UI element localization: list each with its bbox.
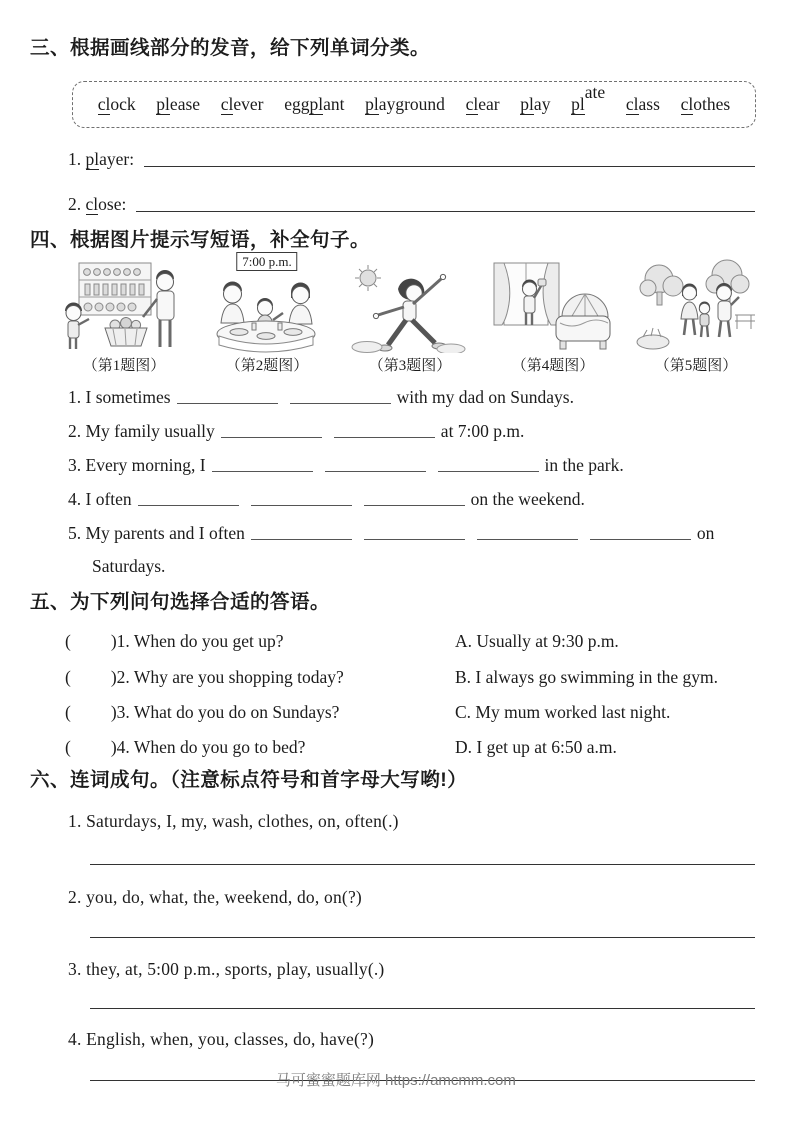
answer-blank — [477, 524, 578, 540]
sentence-3: 3. Every morning, I in the park. — [68, 455, 624, 475]
picture-3-exercise — [344, 250, 476, 376]
question-4: ( ) 4. When do you go to bed? — [65, 737, 306, 757]
word-play: play — [520, 93, 551, 114]
word-clever: clever — [220, 93, 264, 114]
answer-line — [90, 864, 755, 865]
picture-4-cleaning — [487, 250, 619, 376]
paren-open: ( — [65, 702, 71, 722]
word-eggplant: eggplant — [284, 93, 345, 114]
picture-1-shopping — [58, 250, 190, 376]
word-class: class — [625, 93, 660, 114]
paren-close: ) — [110, 631, 117, 651]
picture-2-dinner — [201, 250, 333, 376]
picture-1-caption: （第1题图） — [82, 358, 166, 374]
answer-line — [136, 211, 755, 212]
scramble-item-3: 3. they, at, 5:00 p.m., sports, play, usually(.) — [68, 959, 385, 979]
scramble-item-4: 4. English, when, you, classes, do, have(?) — [68, 1029, 375, 1049]
word-clothes: clothes — [680, 93, 731, 114]
classify-label-close: 2. close: — [68, 194, 127, 214]
word-please: please — [156, 93, 201, 114]
answer-blank — [334, 422, 435, 438]
morning-exercise-illustration — [351, 263, 469, 353]
classify-row-close — [68, 193, 755, 215]
match-row-4 — [65, 736, 765, 758]
cleaning-room-illustration — [492, 261, 614, 353]
answer-blank — [364, 524, 465, 540]
picture-5-park-walk — [630, 250, 762, 376]
dinner-time-tag: 7:00 p.m. — [236, 252, 297, 271]
picture-5-caption: （第5题图） — [654, 358, 738, 374]
answer-blank — [138, 490, 239, 506]
word-clock: clock — [97, 93, 136, 114]
word-playground: playground — [365, 93, 445, 114]
match-row-2 — [65, 666, 765, 688]
answer-blank — [212, 456, 313, 472]
answer-blank — [221, 422, 322, 438]
site-watermark: 马可蜜蜜题库网 https://amcmm.com — [275, 1072, 516, 1089]
answer-line — [90, 937, 755, 938]
answer-line-with-watermark — [90, 1072, 755, 1089]
answer-blank — [177, 388, 278, 404]
family-dinner-illustration — [206, 279, 328, 353]
classify-label-player: 1. player: — [68, 149, 135, 169]
paren-open: ( — [65, 667, 71, 687]
picture-row — [58, 250, 762, 376]
sentence-1: 1. I sometimes with my dad on Sundays. — [68, 387, 574, 407]
picture-4-caption: （第4题图） — [511, 358, 595, 374]
family-walk-illustration — [635, 259, 757, 353]
paren-close: ) — [110, 737, 117, 757]
answer-blank — [364, 490, 465, 506]
paren-open: ( — [65, 737, 71, 757]
section-5-title: 五、为下列问句选择合适的答语。 — [30, 591, 331, 613]
sun-icon — [355, 265, 381, 291]
option-d: D. I get up at 6:50 a.m. — [455, 737, 617, 757]
paren-open: ( — [65, 631, 71, 651]
answer-blank — [290, 388, 391, 404]
sentence-5-wrap: Saturdays. — [92, 556, 166, 576]
answer-blank — [251, 490, 352, 506]
word-bank — [72, 81, 756, 128]
scramble-item-1: 1. Saturdays, I, my, wash, clothes, on, often(.) — [68, 811, 399, 831]
section-3-title: 三、根据画线部分的发音，给下列单词分类。 — [30, 37, 431, 59]
section-4-title: 四、根据图片提示写短语，补全句子。 — [30, 229, 371, 251]
answer-blank — [251, 524, 352, 540]
option-c: C. My mum worked last night. — [455, 702, 671, 722]
answer-blank — [325, 456, 426, 472]
paren-close: ) — [110, 702, 117, 722]
section-6-title: 六、连词成句。（注意标点符号和首字母大写哟!） — [30, 769, 468, 791]
answer-line — [144, 166, 755, 167]
option-b: B. I always go swimming in the gym. — [455, 667, 718, 687]
sentence-5: 5. My parents and I often on — [68, 523, 715, 543]
word-clear: clear — [465, 93, 500, 114]
question-2: ( ) 2. Why are you shopping today? — [65, 667, 344, 687]
classify-row-player — [68, 148, 755, 170]
answer-blank — [590, 524, 691, 540]
shopping-with-dad-illustration — [63, 259, 185, 353]
picture-3-caption: （第3题图） — [368, 358, 452, 374]
paren-close: ) — [110, 667, 117, 687]
picture-2-caption: （第2题图） — [225, 358, 309, 374]
sentence-2: 2. My family usually at 7:00 p.m. — [68, 421, 525, 441]
answer-blank — [438, 456, 539, 472]
question-3: ( ) 3. What do you do on Sundays? — [65, 702, 340, 722]
word-plate: plate — [571, 81, 606, 114]
question-1: ( ) 1. When do you get up? — [65, 631, 284, 651]
scramble-item-2: 2. you, do, what, the, weekend, do, on(?) — [68, 887, 362, 907]
match-row-1 — [65, 630, 765, 652]
answer-line — [90, 1008, 755, 1009]
option-a: A. Usually at 9:30 p.m. — [455, 631, 619, 651]
match-row-3 — [65, 701, 765, 723]
sentence-4: 4. I often on the weekend. — [68, 489, 585, 509]
